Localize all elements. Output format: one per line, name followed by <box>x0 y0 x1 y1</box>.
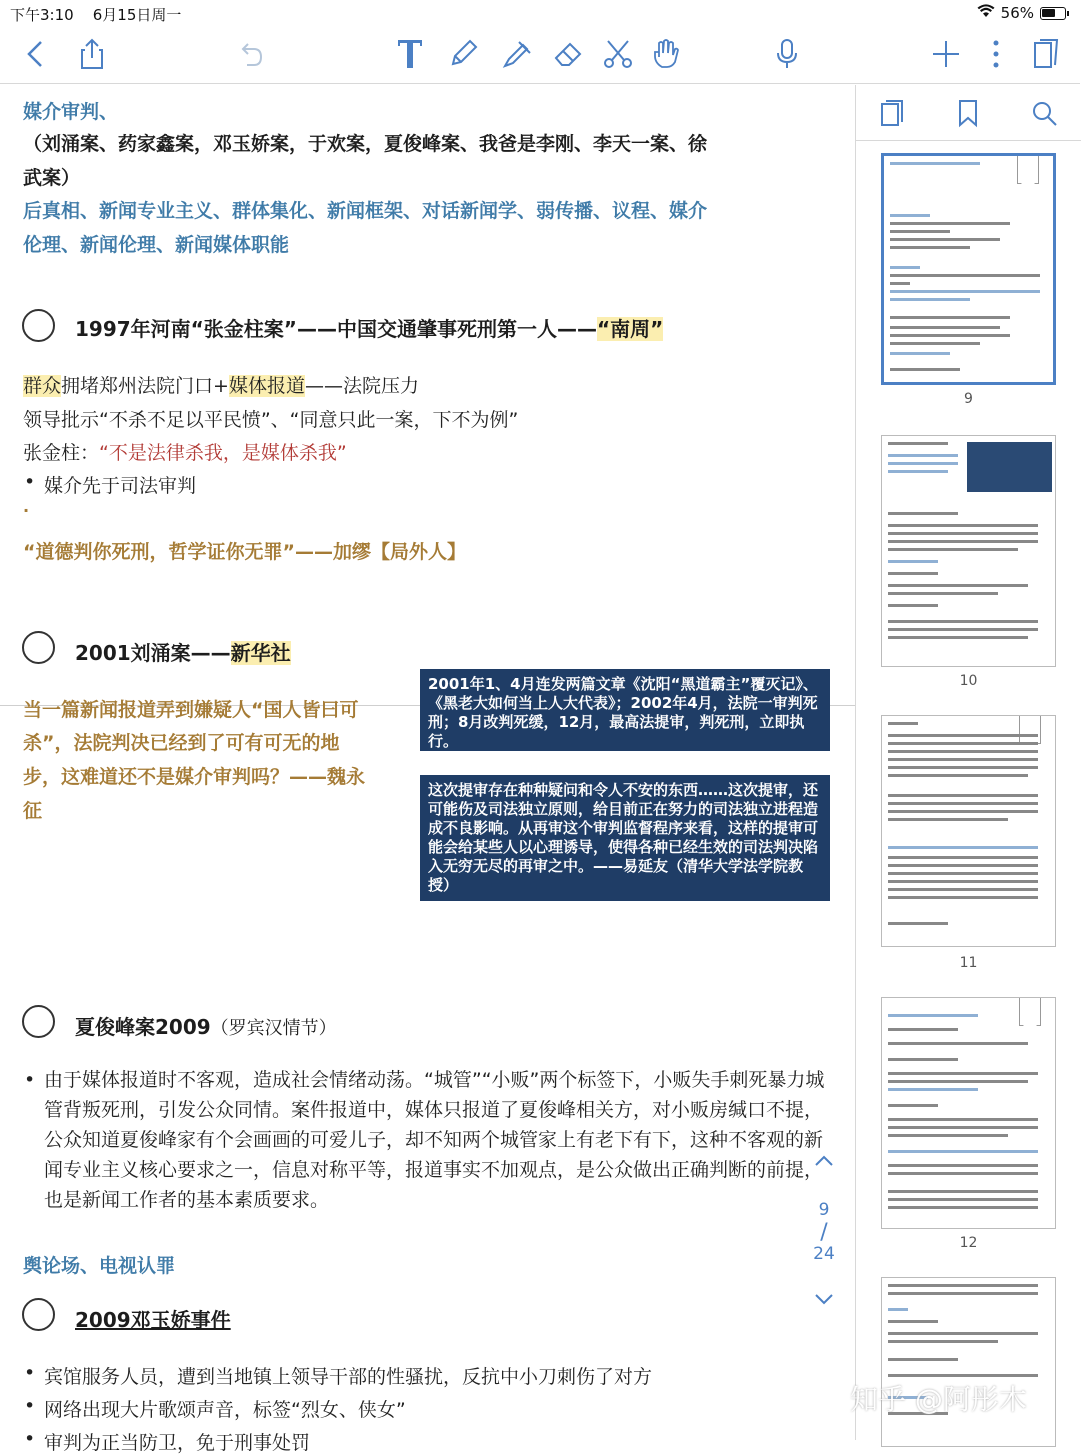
pen-icon[interactable] <box>443 34 483 74</box>
case1-line-1-mid: 拥堵郑州法院门口+ <box>61 375 229 397</box>
wei-quote-line-2: 杀”，法院判决已经到了可有可无的地 <box>23 732 340 754</box>
case1-line-3 <box>23 438 347 465</box>
case3-subtitle: （罗宾汉情节） <box>210 1018 337 1039</box>
note-document[interactable] <box>0 85 855 1454</box>
page-sidebar <box>855 85 1080 1440</box>
add-icon[interactable] <box>926 34 966 74</box>
back-icon[interactable] <box>16 34 56 74</box>
wei-quote-line-3: 步，这难道还不是媒介审判吗？——魏永 <box>23 766 366 788</box>
wei-quote-line-4: 征 <box>23 800 43 822</box>
undo-icon[interactable] <box>230 34 270 74</box>
search-icon[interactable] <box>1026 95 1062 131</box>
case4-bullet-2: • 网络出现大片歌颂声音，标签“烈女、侠女” <box>44 1395 406 1422</box>
bookmark-flag-icon <box>1019 998 1041 1026</box>
text-tool-icon[interactable] <box>390 34 430 74</box>
thumbnail-label: 12 <box>959 1235 978 1251</box>
wei-quote-line-1: 当一篇新闻报道弄到嫌疑人“国人皆曰可 <box>23 699 359 721</box>
stray-dot: · <box>23 501 30 520</box>
thumbnails-tab-icon[interactable] <box>874 95 910 131</box>
status-right <box>977 4 1066 22</box>
case4-bullet-1: • 宾馆服务人员，遭到当地镇上领导干部的性骚扰，反抗中小刀刺伤了对方 <box>44 1362 652 1389</box>
case1-quote-red: “不是法律杀我，是媒体杀我” <box>99 442 347 464</box>
highlight-media-report: 媒体报道 <box>228 375 305 397</box>
case3-title-text: 夏俊峰案2009 <box>75 1015 211 1039</box>
bookmark-tab-icon[interactable] <box>950 95 986 131</box>
highlight-xinhua: 新华社 <box>230 641 291 665</box>
hand-icon[interactable] <box>646 34 686 74</box>
page-indicator-current: 9 <box>818 1200 830 1220</box>
page-indicator-separator: / <box>820 1220 828 1245</box>
scroll-down-chevron-icon[interactable] <box>808 1290 840 1310</box>
bookmark-flag-icon <box>1019 716 1041 744</box>
case3-paragraph: • 由于媒体报道时不客观，造成社会情绪动荡。“城管”“小贩”两个标签下，小贩失手刺死暴力城管背叛死刑，引发公众同情。案件报道中，媒体只报道了夏俊峰相关方，对小贩房缄口不提，公众知道夏俊峰家有个会画画的可爱儿子，却不知两个城管家上有老下有下，这种不客观的新闻专业主义核心要求之一，信息对称平等，报道事实不加观点，是公众做出正确判断的前提，也是新闻工作者的基本素质要求。 <box>44 1065 834 1215</box>
case-checkbox[interactable] <box>22 1005 55 1038</box>
cases-line-1: （刘涌案、药家鑫案，邓玉娇案，于欢案，夏俊峰案、我爸是李刚、李天一案、徐 <box>23 133 708 155</box>
bookmark-flag-icon <box>1017 156 1039 184</box>
page-thumbnail-partial[interactable] <box>881 1277 1056 1447</box>
more-icon[interactable] <box>976 34 1016 74</box>
case1-line-1 <box>23 371 419 398</box>
page-thumbnail-10[interactable] <box>881 435 1056 667</box>
case4-bullet-3: • 审判为正当防卫，免于刑事处罚 <box>44 1428 310 1455</box>
case-checkbox[interactable] <box>22 309 55 342</box>
sidebar-tabs <box>856 85 1081 141</box>
image-clip-yi-yanyou-quote[interactable]: 这次提审存在种种疑问和令人不安的东西……这次提审，还可能伤及司法独立原则，给目前正在努力的司法独立进程造成不良影响。从再审这个审判监督程序来看，这样的提审可能会给某些人以心理诱导，使得各种已经生效的司法判决陷入无穷无尽的再审之中。——易延友（清华大学法学院教授） <box>420 775 830 901</box>
case-checkbox[interactable] <box>22 1298 55 1331</box>
case-xia-junfeng-title <box>75 1011 337 1040</box>
microphone-icon[interactable] <box>767 34 807 74</box>
page-thumbnail-9[interactable] <box>881 153 1056 385</box>
scroll-up-chevron-icon[interactable] <box>808 1152 840 1172</box>
page-thumbnail-12[interactable] <box>881 997 1056 1229</box>
concepts-line-1: 后真相、新闻专业主义、群体集化、新闻框架、对话新闻学、弱传播、议程、媒介 <box>23 200 708 222</box>
pages-icon[interactable] <box>1026 34 1066 74</box>
share-icon[interactable] <box>72 34 112 74</box>
highlighter-icon[interactable] <box>496 34 536 74</box>
battery-percent: 56% <box>1000 4 1034 22</box>
image-clip-liuyong-timeline[interactable]: 2001年1、4月连发两篇文章《沈阳“黑道霸主”覆灭记》、《黑老大如何当上人大代表》；2002年4月，法院一审判死刑；8月改判死缓，12月，最高法提审，判死刑，立即执行。 <box>420 669 830 751</box>
watermark: 知乎 @阿彤木 <box>850 1383 1027 1416</box>
case1-line-3-pre: 张金柱： <box>23 442 100 464</box>
case1-line-2: 领导批示“不杀不足以平民愤”、“同意只此一案，下不为例” <box>23 409 519 431</box>
case-checkbox[interactable] <box>22 631 55 664</box>
status-bar <box>0 0 1080 26</box>
heading-media-trial: 媒介审判、 <box>23 101 119 123</box>
battery-icon <box>1040 7 1066 20</box>
thumbnail-label: 9 <box>964 391 973 407</box>
status-left <box>10 4 181 25</box>
status-date: 6月15日周一 <box>92 6 182 24</box>
case1-line-1-end: ——法院压力 <box>304 375 419 397</box>
eraser-icon[interactable] <box>548 34 588 74</box>
case-deng-yujiao-title: 2009邓玉娇事件 <box>75 1308 231 1332</box>
highlight-nanzhou: “南周” <box>596 317 664 341</box>
highlight-crowd: 群众 <box>23 375 62 397</box>
toolbar <box>0 26 1080 84</box>
concepts-line-2: 伦理、新闻伦理、新闻媒体职能 <box>23 234 290 256</box>
case-title-text: 1997年河南“张金柱案”——中国交通肇事死刑第一人—— <box>75 317 597 341</box>
cases-line-2: 武案） <box>23 167 81 189</box>
wifi-icon <box>977 4 995 22</box>
case-liu-yong-title <box>75 637 291 666</box>
heading-opinion-field: 舆论场、电视认罪 <box>23 1255 176 1277</box>
page-indicator-total: 24 <box>813 1244 835 1264</box>
status-time: 下午3:10 <box>10 6 74 24</box>
thumbnail-label: 11 <box>959 955 978 971</box>
case1-bullet: • 媒介先于司法审判 <box>44 471 196 498</box>
case2-title-text: 2001刘涌案—— <box>75 641 231 665</box>
page-thumbnail-11[interactable] <box>881 715 1056 947</box>
thumbnail-label: 10 <box>959 673 978 689</box>
case-zhang-jinzhu-title <box>75 313 663 342</box>
scissors-icon[interactable] <box>598 34 638 74</box>
camus-quote: “道德判你死刑，哲学证你无罪”——加缪【局外人】 <box>23 541 466 563</box>
